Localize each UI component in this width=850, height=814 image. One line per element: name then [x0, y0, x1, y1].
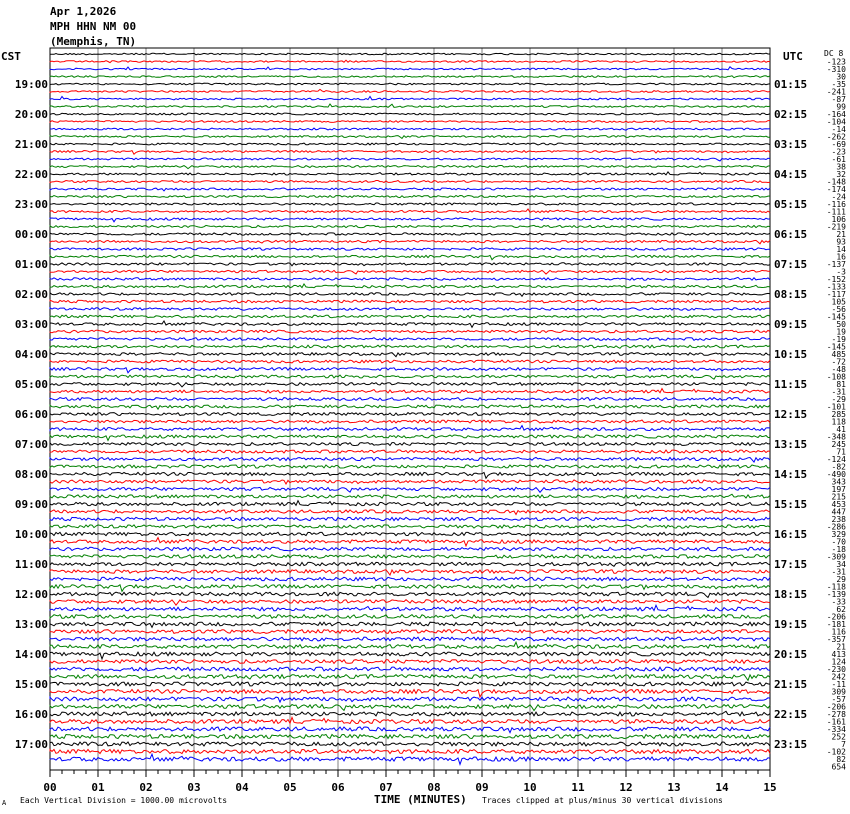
- trace-line: [50, 136, 770, 139]
- left-hour-label: 23:00: [14, 198, 48, 211]
- trace-line: [50, 270, 770, 274]
- trace-offset-label: -24: [831, 192, 846, 202]
- trace-line: [50, 652, 770, 659]
- trace-offset-label: -348: [826, 432, 846, 442]
- trace-line: [50, 465, 770, 468]
- trace-line: [50, 577, 770, 581]
- trace-offset-label: -31: [831, 387, 846, 397]
- trace-line: [50, 89, 770, 92]
- right-hour-label: 17:15: [774, 558, 808, 571]
- trace-offset-label: -174: [826, 185, 846, 194]
- header-date: Apr 1,2026: [50, 5, 117, 18]
- x-tick-label: 11: [571, 781, 585, 794]
- right-hour-label: 09:15: [774, 318, 808, 331]
- trace-line: [50, 682, 770, 686]
- trace-offset-label: -72: [831, 357, 846, 367]
- left-hour-label: 02:00: [14, 288, 48, 301]
- right-hour-label: 23:15: [774, 738, 808, 751]
- left-hour-label: 16:00: [14, 708, 48, 721]
- trace-offset-label: 329: [831, 530, 846, 539]
- trace-offset-label: 41: [836, 425, 846, 434]
- trace-offset-label: 32: [836, 170, 846, 179]
- trace-offset-label: -108: [826, 372, 846, 382]
- trace-line: [50, 525, 770, 528]
- trace-line: [50, 592, 770, 597]
- x-tick-label: 01: [91, 781, 105, 794]
- trace-offset-label: 21: [836, 642, 846, 652]
- trace-line: [50, 284, 770, 288]
- trace-offset-label: 82: [836, 755, 846, 764]
- trace-line: [50, 585, 770, 592]
- trace-offset-label: 93: [836, 237, 846, 247]
- trace-line: [50, 255, 770, 259]
- left-hour-label: 00:00: [14, 228, 48, 241]
- trace-offset-label: -70: [831, 537, 846, 547]
- trace-line: [50, 501, 770, 506]
- trace-offset-label: 197: [831, 485, 846, 494]
- trace-line: [50, 570, 770, 575]
- trace-line: [50, 562, 770, 566]
- trace-line: [50, 697, 770, 702]
- trace-offset-label: -181: [826, 620, 846, 629]
- right-hour-label: 10:15: [774, 348, 808, 361]
- trace-line: [50, 742, 770, 746]
- trace-offset-label: -11: [831, 680, 846, 689]
- right-hour-label: 07:15: [774, 258, 808, 271]
- trace-line: [50, 209, 770, 213]
- trace-line: [50, 735, 770, 739]
- trace-line: [50, 450, 770, 453]
- right-hour-label: 11:15: [774, 378, 808, 391]
- trace-offset-label: -139: [826, 590, 846, 599]
- trace-offset-label: -29: [831, 395, 846, 404]
- right-hour-label: 08:15: [774, 288, 808, 301]
- trace-line: [50, 711, 770, 716]
- trace-offset-label: -23: [831, 147, 846, 157]
- trace-offset-label: 453: [831, 500, 846, 509]
- trace-line: [50, 398, 770, 401]
- x-tick-label: 00: [43, 781, 57, 794]
- left-hour-label: 15:00: [14, 678, 48, 691]
- trace-offset-label: -33: [831, 597, 846, 607]
- left-timezone-label: CST: [1, 50, 21, 63]
- trace-offset-label: -230: [826, 665, 846, 674]
- x-tick-label: 06: [331, 781, 345, 794]
- trace-line: [50, 472, 770, 478]
- right-hour-label: 21:15: [774, 678, 808, 691]
- trace-line: [50, 293, 770, 297]
- trace-offset-label: -117: [826, 290, 846, 299]
- trace-line: [50, 263, 770, 266]
- x-tick-label: 14: [715, 781, 729, 794]
- trace-offset-label: -56: [831, 305, 846, 314]
- trace-offset-label: -357: [826, 635, 846, 644]
- trace-line: [50, 158, 770, 161]
- trace-offset-label: -102: [826, 747, 846, 757]
- left-hour-label: 10:00: [14, 528, 48, 541]
- trace-line: [50, 426, 770, 431]
- left-hour-label: 08:00: [14, 468, 48, 481]
- trace-line: [50, 60, 770, 62]
- trace-line: [50, 375, 770, 379]
- trace-offset-label: 21: [836, 230, 846, 239]
- right-hour-label: 06:15: [774, 228, 808, 241]
- left-hour-label: 04:00: [14, 348, 48, 361]
- trace-line: [50, 660, 770, 664]
- trace-offset-label: 252: [831, 732, 846, 742]
- trace-line: [50, 615, 770, 619]
- trace-line: [50, 510, 770, 515]
- right-hour-label: 18:15: [774, 588, 808, 601]
- trace-line: [50, 642, 770, 648]
- left-hour-label: 07:00: [14, 438, 48, 451]
- left-hour-label: 17:00: [14, 738, 48, 751]
- dc-label: DC 8: [824, 49, 844, 58]
- trace-line: [50, 547, 770, 550]
- right-hour-label: 15:15: [774, 498, 808, 511]
- trace-line: [50, 166, 770, 169]
- trace-line: [50, 330, 770, 333]
- trace-offset-label: -219: [826, 222, 846, 232]
- right-hour-label: 13:15: [774, 438, 808, 451]
- trace-line: [50, 690, 770, 697]
- trace-line: [50, 225, 770, 227]
- trace-offset-label: -334: [826, 725, 846, 734]
- trace-offset-label: -3: [836, 267, 846, 277]
- right-hour-label: 02:15: [774, 108, 808, 121]
- trace-line: [50, 750, 770, 754]
- trace-offset-label: 343: [831, 477, 846, 487]
- trace-offset-label: 447: [831, 507, 846, 517]
- trace-offset-label: 62: [836, 605, 846, 614]
- trace-line: [50, 622, 770, 627]
- x-tick-label: 03: [187, 781, 201, 794]
- trace-line: [50, 389, 770, 393]
- trace-offset-label: -148: [826, 177, 846, 187]
- trace-offset-label: -48: [831, 365, 846, 374]
- trace-line: [50, 203, 770, 205]
- trace-offset-label: 14: [836, 245, 846, 254]
- x-tick-label: 15: [763, 781, 777, 794]
- trace-line: [50, 555, 770, 558]
- trace-line: [50, 248, 770, 250]
- trace-line: [50, 172, 770, 175]
- trace-offset-label: 29: [836, 575, 846, 584]
- trace-line: [50, 420, 770, 423]
- left-hour-label: 11:00: [14, 558, 48, 571]
- trace-offset-label: -206: [826, 612, 846, 622]
- right-hour-label: 14:15: [774, 468, 808, 481]
- trace-line: [50, 600, 770, 606]
- trace-offset-label: 105: [831, 297, 846, 307]
- trace-line: [50, 151, 770, 155]
- trace-line: [50, 675, 770, 681]
- trace-offset-label: -145: [826, 312, 846, 322]
- trace-offset-label: 16: [836, 252, 846, 262]
- trace-line: [50, 605, 770, 611]
- trace-line: [50, 480, 770, 484]
- trace-offset-label: -87: [831, 95, 846, 104]
- trace-line: [50, 405, 770, 409]
- right-hour-label: 01:15: [774, 78, 808, 91]
- trace-offset-label: -490: [826, 470, 846, 479]
- left-hour-label: 19:00: [14, 78, 48, 91]
- trace-offset-label: -137: [826, 260, 846, 269]
- x-tick-label: 12: [619, 781, 633, 794]
- left-hour-label: 22:00: [14, 168, 48, 181]
- right-hour-label: 16:15: [774, 528, 808, 541]
- trace-line: [50, 345, 770, 348]
- trace-offset-label: -101: [826, 402, 846, 412]
- trace-offset-label: -14: [831, 125, 846, 134]
- trace-offset-label: 106: [831, 215, 846, 224]
- trace-offset-label: 215: [831, 492, 846, 502]
- trace-offset-label: 124: [831, 657, 846, 667]
- trace-offset-label: 34: [836, 560, 846, 569]
- trace-line: [50, 383, 770, 387]
- x-tick-label: 09: [475, 781, 489, 794]
- right-hour-label: 04:15: [774, 168, 808, 181]
- trace-offset-label: 7: [841, 740, 846, 749]
- trace-line: [50, 76, 770, 78]
- x-tick-label: 10: [523, 781, 537, 794]
- trace-offset-label: -116: [826, 200, 846, 209]
- trace-offset-label: -152: [826, 275, 846, 284]
- trace-line: [50, 277, 770, 280]
- right-hour-label: 22:15: [774, 708, 808, 721]
- left-hour-label: 01:00: [14, 258, 48, 271]
- trace-line: [50, 517, 770, 520]
- right-timezone-label: UTC: [783, 50, 803, 63]
- trace-offset-label: -133: [826, 282, 846, 292]
- trace-line: [50, 308, 770, 311]
- left-hour-label: 13:00: [14, 618, 48, 631]
- trace-line: [50, 188, 770, 191]
- trace-line: [50, 487, 770, 492]
- right-hour-label: 03:15: [774, 138, 808, 151]
- trace-offset-label: 99: [836, 102, 846, 112]
- trace-line: [50, 435, 770, 440]
- trace-line: [50, 143, 770, 145]
- trace-line: [50, 113, 770, 115]
- trace-offset-label: -18: [831, 545, 846, 554]
- trace-offset-label: 238: [831, 515, 846, 524]
- trace-line: [50, 338, 770, 341]
- clip-note: Traces clipped at plus/minus 30 vertical divisions: [482, 796, 723, 805]
- trace-offset-label: -278: [826, 710, 846, 719]
- trace-offset-label: 30: [836, 72, 846, 82]
- trace-offset-label: 116: [831, 627, 846, 637]
- trace-offset-label: -286: [826, 522, 846, 532]
- trace-offset-label: -161: [826, 717, 846, 727]
- trace-line: [50, 532, 770, 535]
- trace-offset-label: -35: [831, 80, 846, 89]
- trace-line: [50, 128, 770, 130]
- left-hour-label: 14:00: [14, 648, 48, 661]
- trace-line: [50, 458, 770, 463]
- x-tick-label: 13: [667, 781, 681, 794]
- left-hour-label: 03:00: [14, 318, 48, 331]
- trace-line: [50, 218, 770, 222]
- trace-line: [50, 353, 770, 357]
- trace-line: [50, 443, 770, 446]
- trace-line: [50, 368, 770, 373]
- right-hour-label: 12:15: [774, 408, 808, 421]
- trace-line: [50, 538, 770, 546]
- trace-offset-label: 285: [831, 410, 846, 419]
- trace-line: [50, 360, 770, 363]
- trace-line: [50, 83, 770, 85]
- trace-offset-label: 118: [831, 417, 846, 427]
- trace-offset-label: -31: [831, 567, 846, 577]
- trace-line: [50, 717, 770, 723]
- trace-offset-label: -104: [826, 117, 846, 127]
- trace-line: [50, 667, 770, 671]
- trace-offset-label: 71: [836, 447, 846, 457]
- trace-offset-label: -241: [826, 87, 846, 97]
- trace-line: [50, 240, 770, 243]
- trace-offset-label: -145: [826, 342, 846, 352]
- trace-line: [50, 727, 770, 733]
- trace-line: [50, 315, 770, 318]
- trace-offset-label: -82: [831, 462, 846, 472]
- trace-line: [50, 97, 770, 100]
- trace-line: [50, 630, 770, 634]
- trace-offset-label: -123: [826, 57, 846, 67]
- right-hour-label: 20:15: [774, 648, 808, 661]
- trace-offset-label: -111: [826, 207, 846, 217]
- trace-offset-label: 413: [831, 650, 846, 659]
- trace-line: [50, 300, 770, 303]
- trace-offset-label: -61: [831, 155, 846, 164]
- header-location: (Memphis, TN): [50, 35, 137, 48]
- trace-line: [50, 121, 770, 123]
- left-hour-label: 12:00: [14, 588, 48, 601]
- trace-offset-label: 38: [836, 162, 846, 172]
- trace-line: [50, 705, 770, 711]
- trace-offset-label: 19: [836, 327, 846, 337]
- trace-line: [50, 53, 770, 55]
- trace-offset-label: 654: [831, 762, 846, 772]
- scale-note: Each Vertical Division = 1000.00 microvolts: [20, 796, 228, 805]
- trace-line: [50, 67, 770, 70]
- trace-offset-label: -118: [826, 582, 846, 592]
- trace-offset-label: 50: [836, 320, 846, 329]
- x-tick-label: 05: [283, 781, 297, 794]
- left-hour-label: 20:00: [14, 108, 48, 121]
- left-hour-label: 05:00: [14, 378, 48, 391]
- trace-offset-label: -309: [826, 552, 846, 562]
- trace-line: [50, 754, 770, 764]
- trace-offset-label: -124: [826, 455, 846, 464]
- x-tick-label: 08: [427, 781, 441, 794]
- trace-line: [50, 181, 770, 183]
- trace-offset-label: -57: [831, 695, 846, 704]
- right-hour-label: 05:15: [774, 198, 808, 211]
- header-station: MPH HHN NM 00: [50, 20, 137, 33]
- x-tick-label: 04: [235, 781, 249, 794]
- trace-line: [50, 637, 770, 641]
- trace-line: [50, 195, 770, 197]
- x-tick-label: 02: [139, 781, 153, 794]
- left-hour-label: 21:00: [14, 138, 48, 151]
- right-hour-label: 19:15: [774, 618, 808, 631]
- trace-offset-label: 242: [831, 672, 846, 682]
- trace-line: [50, 321, 770, 327]
- trace-line: [50, 494, 770, 498]
- trace-offset-label: 245: [831, 440, 846, 449]
- trace-line: [50, 413, 770, 416]
- trace-offset-label: -206: [826, 702, 846, 712]
- x-axis-label: TIME (MINUTES): [374, 793, 467, 806]
- x-tick-label: 07: [379, 781, 393, 794]
- footer-marker: A: [2, 799, 7, 807]
- trace-line: [50, 104, 770, 107]
- left-hour-label: 09:00: [14, 498, 48, 511]
- trace-offset-label: -310: [826, 65, 846, 74]
- trace-offset-label: -164: [826, 110, 846, 119]
- trace-offset-label: 309: [831, 687, 846, 697]
- trace-offset-label: -19: [831, 335, 846, 344]
- trace-offset-label: 485: [831, 350, 846, 359]
- left-hour-label: 06:00: [14, 408, 48, 421]
- trace-offset-label: -262: [826, 132, 846, 142]
- trace-offset-label: 81: [836, 380, 846, 389]
- trace-line: [50, 233, 770, 235]
- trace-offset-label: -69: [831, 140, 846, 149]
